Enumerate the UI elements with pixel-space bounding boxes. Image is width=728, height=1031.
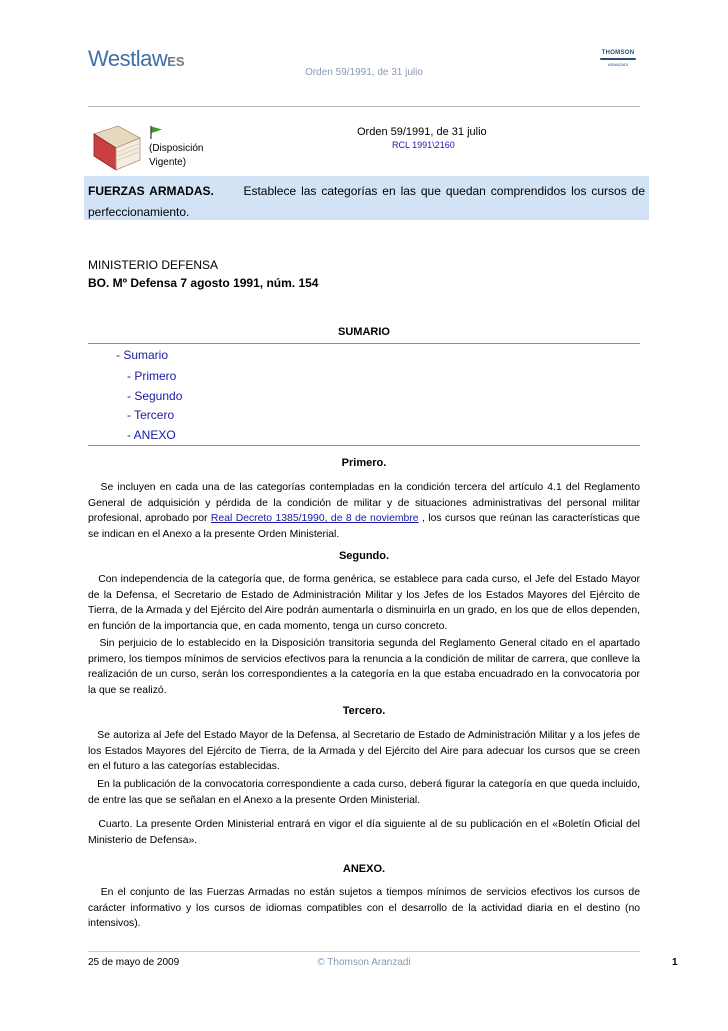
toc-item-sumario[interactable]: - Sumario [116,348,169,362]
summary-bold: FUERZAS ARMADAS. [88,184,214,198]
toc-item-tercero[interactable]: - Tercero [127,408,175,422]
page-number: 1 [672,957,678,968]
rcl-reference[interactable]: RCL 1991\2160 [392,140,455,150]
logo-top-text: THOMSON [601,50,635,56]
header-title: Orden 59/1991, de 31 julio [305,67,423,78]
boletin-reference: BO. Mº Defensa 7 agosto 1991, núm. 154 [88,276,319,290]
section-title-primero: Primero. [341,457,387,469]
logo-main: Westlaw [88,46,168,71]
paragraph-segundo-2: Sin perjuicio de lo establecido en la Disposición transitoria segunda del Reglamento General citado en el apartado primero, los tiempos mínimos de servicios efectivos para la renuncia a la condición de militar de carrera, que conlleve la realización de un curso, serán los correspondientes a la categoría en la que estaba encuadrado en la convocatoria por la que se realizó. [88,638,640,696]
toc-item-segundo[interactable]: - Segundo [127,389,183,403]
footer-divider [88,951,640,952]
orden-reference: Orden 59/1991, de 31 julio [357,126,487,138]
book-icon [88,124,143,174]
paragraph-tercero-1: Se autoriza al Jefe del Estado Mayor de la Defensa, al Secretario de Estado de Administración Militar y a los jefes de los Estados Mayores del Ejército de Tierra, de la Armada y del Ejército del Aire para adecuar los cursos que se creen en el futuro a las categorías establecidas. [88,730,640,772]
paragraph-tercero-2: En la publicación de la convocatoria correspondiente a cada curso, deberá figurar la categoría en que queda incluido, de entre las que se señalan en el Anexo a la presente Orden Ministerial. [88,779,640,806]
summary-description: Establece las categorías en las que quedan comprendidos los cursos de perfeccionamiento. [88,184,646,219]
section-title-anexo: ANEXO. [342,863,386,875]
logo-suffix: ES [167,54,185,69]
footer-date: 25 de mayo de 2009 [88,957,180,968]
flag-icon [149,125,163,139]
summary-box [84,176,649,220]
summary-text [84,176,649,223]
footer-copyright: © Thomson Aranzadi [317,957,411,968]
paragraph-anexo-1: En el conjunto de las Fuerzas Armadas no están sujetos a tiempos mínimos de servicios efectivos los cursos de carácter informativo y los cursos de idiomas compatibles con el desarrollo de la actividad diaria en el destino (no intensivos). [88,887,640,929]
sumario-bottom-divider [88,445,640,446]
ministerio: MINISTERIO DEFENSA [88,258,219,272]
header-divider [88,106,640,107]
section-title-tercero: Tercero. [342,705,386,717]
paragraph-segundo-1: Con independencia de la categoría que, de forma genérica, se establece para cada curso, el Jefe del Estado Mayor de la Defensa, el Secretario de Estado de Administración Militar y los Jefes de los Estados Mayores del Ejército de Tierra, de la Armada y del Ejército del Aire podrán aumentarla o disminuirla en un grado, en los que de ellos dependen, en función de la importancia que, en cada momento, tenga un curso concreto. [88,574,640,632]
paragraph-primero-1: Se incluyen en cada una de las categorías contempladas en la condición tercera del artículo 4.1 del Reglamento General de adquisición y pérdida de la condición de militar y de situaciones administrativas del personal militar profesional, aprobado por Real Decreto 1385/1990, de 8 de noviembre , los cursos que reúnan las características que se indican en el Anexo a la presente Orden Ministerial. [88,482,640,540]
thomson-aranzadi-logo [596,50,640,72]
toc-item-primero[interactable]: - Primero [127,369,177,383]
real-decreto-link[interactable]: Real Decreto 1385/1990, de 8 de noviembre [210,513,419,524]
disposition-status: (Disposición Vigente) [149,143,204,168]
paragraph-cuarto: Cuarto. La presente Orden Ministerial entrará en vigor el día siguiente al de su publicación en el «Boletín Oficial del Ministerio de Defensa». [88,819,640,846]
sumario-title: SUMARIO [338,326,390,338]
toc-item-anexo[interactable]: - ANEXO [127,428,176,442]
logo-bottom-text: ARANZADI [607,62,629,67]
sumario-top-divider [88,343,640,344]
section-title-segundo: Segundo. [338,550,390,562]
